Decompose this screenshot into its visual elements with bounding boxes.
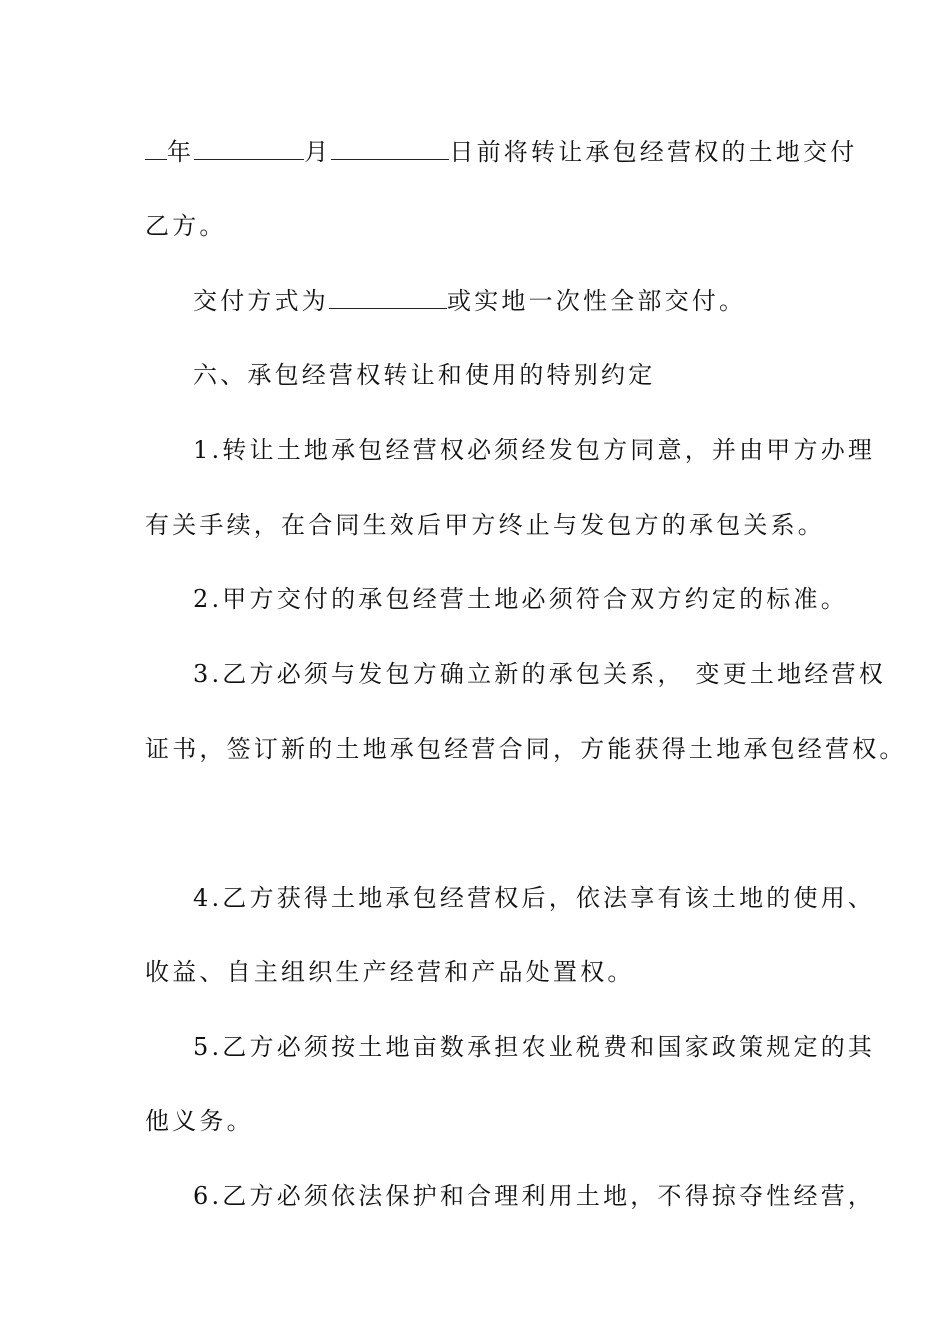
month-label: 月 bbox=[304, 138, 332, 166]
delivery-method-blank[interactable] bbox=[329, 288, 447, 309]
day-blank[interactable] bbox=[331, 139, 449, 160]
clause-3-line-1: 3.乙方必须与发包方确立新的承包关系， 变更土地经营权 bbox=[193, 660, 886, 688]
clause-5-line-2: 他义务。 bbox=[145, 1107, 254, 1135]
delivery-method-label: 交付方式为 bbox=[193, 287, 329, 315]
clause-5-line-1: 5.乙方必须按土地亩数承担农业税费和国家政策规定的其 bbox=[193, 1033, 876, 1061]
clause-1-line-2: 有关手续，在合同生效后甲方终止与发包方的承包关系。 bbox=[145, 511, 825, 539]
section-heading: 六、承包经营权转让和使用的特别约定 bbox=[193, 361, 656, 389]
clause-2: 2.甲方交付的承包经营土地必须符合双方约定的标准。 bbox=[193, 585, 848, 613]
month-blank[interactable] bbox=[194, 139, 304, 160]
clause-3-line-2: 证书，签订新的土地承包经营合同，方能获得土地承包经营权。 bbox=[145, 735, 907, 763]
paragraph-line: 乙方。 bbox=[145, 212, 227, 240]
clause-4-line-1: 4.乙方获得土地承包经营权后，依法享有该土地的使用、 bbox=[193, 884, 876, 912]
delivery-method-rest: 或实地一次性全部交付。 bbox=[447, 287, 747, 315]
clause-4-line-2: 收益、自主组织生产经营和产品处置权。 bbox=[145, 958, 635, 986]
year-blank[interactable] bbox=[145, 139, 167, 160]
year-label: 年 bbox=[167, 138, 195, 166]
clause-6-line-1: 6.乙方必须依法保护和合理利用土地，不得掠夺性经营， bbox=[193, 1182, 876, 1210]
delivery-text: 日前将转让承包经营权的土地交付 bbox=[449, 138, 858, 166]
date-delivery-line bbox=[145, 137, 857, 167]
delivery-method-line bbox=[193, 286, 746, 316]
clause-1-line-1: 1.转让土地承包经营权必须经发包方同意，并由甲方办理 bbox=[193, 436, 876, 464]
